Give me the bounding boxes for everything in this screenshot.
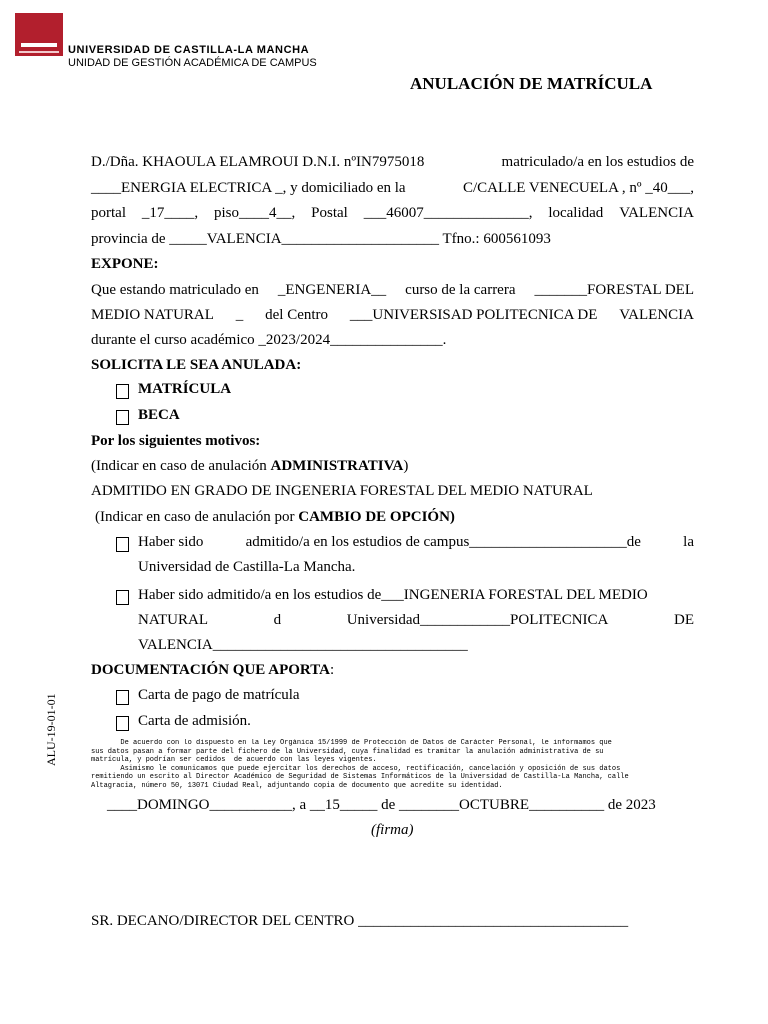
- beca-checkbox[interactable]: [116, 410, 129, 425]
- cambio-instruction: (Indicar en caso de anulación por CAMBIO DE OPCIÓN): [95, 509, 455, 525]
- documentacion-heading: DOCUMENTACIÓN QUE APORTA:: [91, 662, 335, 678]
- admin-reason: ADMITIDO EN GRADO DE INGENERIA FORESTAL DEL MEDIO NATURAL: [91, 483, 593, 499]
- form-line-3: portal _17____, piso____4__, Postal ___46007______________, localidad VALENCIA: [91, 205, 694, 221]
- matricula-label: MATRÍCULA: [138, 381, 232, 397]
- doc-pago-label: Carta de pago de matrícula: [138, 687, 300, 703]
- expone-line-2: MEDIO NATURAL _ del Centro ___UNIVERSISAD POLITECNICA DE VALENCIA: [91, 307, 694, 323]
- form-line-2: ____ENERGIA ELECTRICA _, y domiciliado en la C/CALLE VENECUELA , nº _40___,: [91, 180, 694, 196]
- date-line: ____DOMINGO___________, a __15_____ de ________OCTUBRE__________ de 2023: [107, 797, 656, 813]
- admin-instruction: (Indicar en caso de anulación ADMINISTRATIVA): [91, 458, 409, 474]
- doc-admision-label: Carta de admisión.: [138, 713, 251, 729]
- ucm-logo: [15, 13, 63, 56]
- document-code: ALU-19-01-01: [44, 693, 58, 766]
- cambio-option-1-checkbox[interactable]: [116, 537, 129, 552]
- footer-recipient: SR. DECANO/DIRECTOR DEL CENTRO ____________________________________: [91, 913, 629, 929]
- expone-line-3: durante el curso académico _2023/2024_______________.: [91, 332, 447, 348]
- legal-notice: De acuerdo con lo dispuesto en la Ley Orgánica 15/1999 de Protección de Datos de Carácter Personal, le informamos que sus datos pasan a formar parte del fichero de la Universidad, cuya finalidad es tramitar la anulación administrativa de su matrícula, y podrían ser cedidos de acuerdo con las leyes vigentes. Asimismo le comunicamos que puede ejercitar los derechos de acceso, rectificación, cancelación y oposición de sus datos remitiendo un escrito al Director Académico de Seguridad de Sistemas Informáticos de la Universidad de Castilla-La Mancha, calle Altagracia, número 50, 13071 Ciudad Real, adjuntando copia de documento que acredite su identidad.: [91, 739, 629, 790]
- motivos-heading: Por los siguientes motivos:: [91, 433, 261, 449]
- cambio-option-1-line-1: Haber sido admitido/a en los estudios de campus_____________________de la: [138, 534, 694, 550]
- matricula-checkbox[interactable]: [116, 384, 129, 399]
- signature-label: (firma): [371, 822, 414, 838]
- doc-pago-checkbox[interactable]: [116, 690, 129, 705]
- cambio-option-2-line-1: Haber sido admitido/a en los estudios de___INGENERIA FORESTAL DEL MEDIO: [138, 587, 648, 603]
- expone-heading: EXPONE:: [91, 256, 159, 272]
- university-name: UNIVERSIDAD DE CASTILLA-LA MANCHA: [68, 44, 310, 56]
- unit-name: UNIDAD DE GESTIÓN ACADÉMICA DE CAMPUS: [68, 57, 317, 69]
- form-line-1: D./Dña. KHAOULA ELAMROUI D.N.I. nºIN7975018 matriculado/a en los estudios de: [91, 154, 694, 170]
- beca-label: BECA: [138, 407, 180, 423]
- expone-line-1: Que estando matriculado en _ENGENERIA__ curso de la carrera _______FORESTAL DEL: [91, 282, 694, 298]
- cambio-option-1-line-2: Universidad de Castilla-La Mancha.: [138, 559, 356, 575]
- cambio-option-2-line-3: VALENCIA__________________________________: [138, 637, 468, 653]
- solicita-heading: SOLICITA LE SEA ANULADA:: [91, 357, 302, 373]
- cambio-option-2-checkbox[interactable]: [116, 590, 129, 605]
- page-title: ANULACIÓN DE MATRÍCULA: [410, 74, 653, 93]
- form-line-4: provincia de _____VALENCIA_____________________ Tfno.: 600561093: [91, 231, 551, 247]
- cambio-option-2-line-2: NATURAL d Universidad____________POLITECNICA DE: [138, 612, 694, 628]
- doc-admision-checkbox[interactable]: [116, 716, 129, 731]
